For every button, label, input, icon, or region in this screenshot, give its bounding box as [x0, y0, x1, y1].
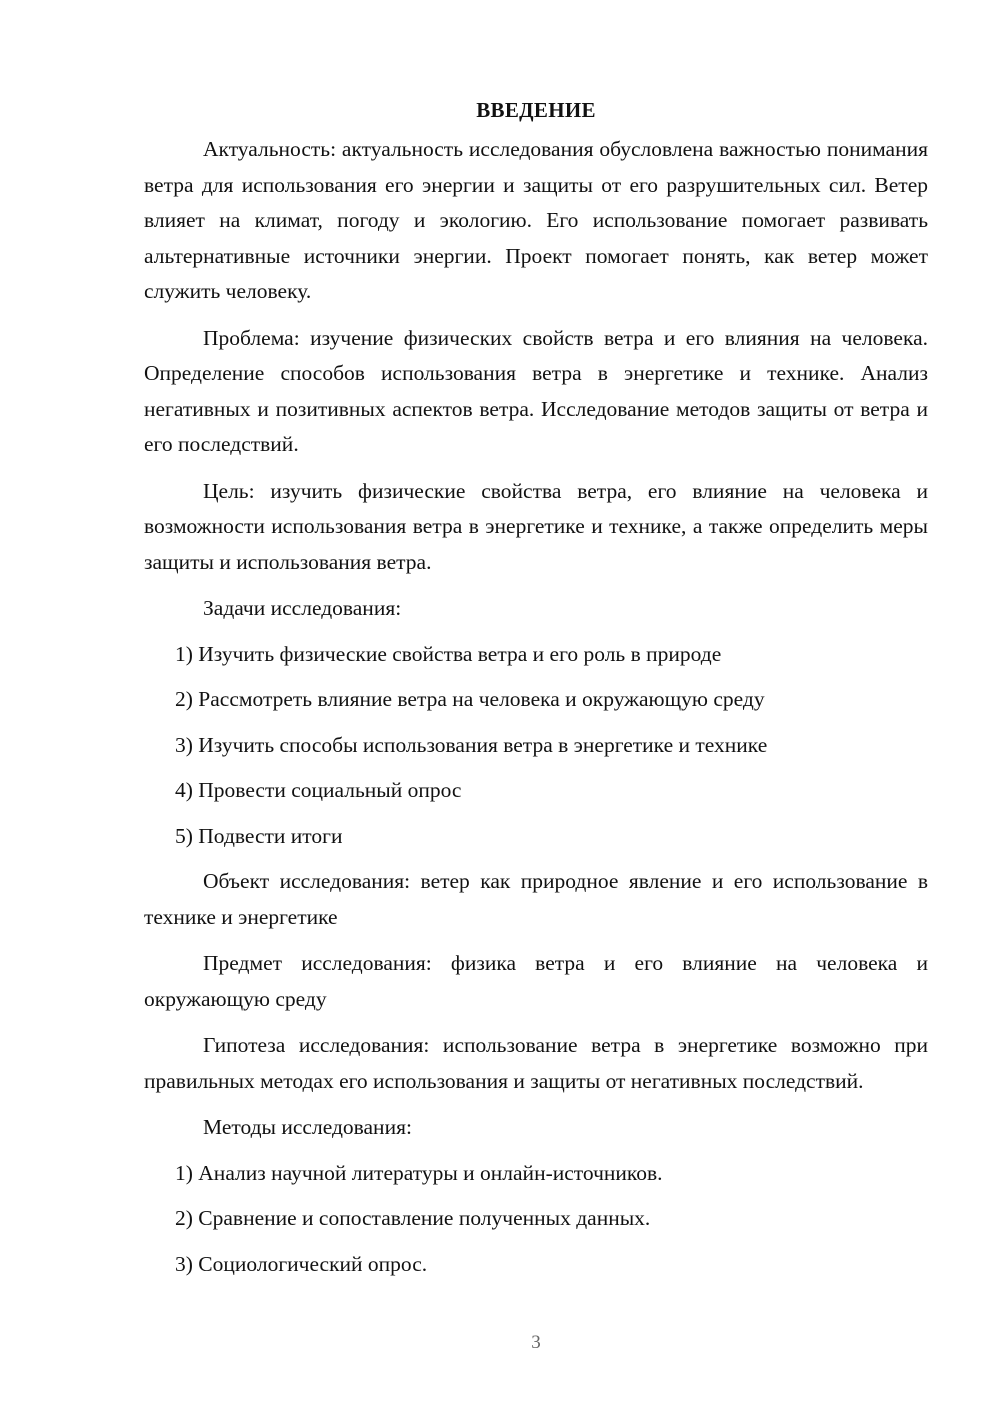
method-item: 3) Социологический опрос.	[175, 1251, 428, 1276]
hypothesis-paragraph: Гипотеза исследования: использование ветра в энергетике возможно при правильных методах его использования и защиты от негативных последствий.	[144, 1033, 928, 1093]
task-item: 1) Изучить физические свойства ветра и его роль в природе	[175, 641, 722, 666]
task-item: 3) Изучить способы использования ветра в энергетике и технике	[175, 732, 768, 757]
task-item: 2) Рассмотреть влияние ветра на человека и окружающую среду	[175, 687, 765, 711]
subject-paragraph: Предмет исследования: физика ветра и его влияние на человека и окружающую среду	[144, 951, 928, 1011]
goal-paragraph: Цель: изучить физические свойства ветра, его влияние на человека и возможности использования ветра в энергетике и технике, а также определить меры защиты и использования ветра.	[144, 478, 928, 574]
object-paragraph: Объект исследования: ветер как природное явление и его использование в технике и энергетике	[144, 869, 928, 929]
page-number: 3	[531, 1332, 541, 1353]
method-item: 1) Анализ научной литературы и онлайн-источников.	[175, 1160, 663, 1185]
task-item: 5) Подвести итоги	[175, 823, 343, 848]
tasks-list	[144, 637, 928, 855]
methods-heading: Методы исследования:	[203, 1115, 412, 1139]
tasks-heading: Задачи исследования:	[203, 596, 402, 620]
relevance-paragraph: Актуальность: актуальность исследования обусловлена важностью понимания ветра для использования его энергии и защиты от его разрушительных сил. Ветер влияет на климат, погоду и экологию. Его использование помогает развивать альтернативные источники энергии. Проект помогает понять, как ветер может служить человеку.	[144, 137, 928, 303]
method-item: 2) Сравнение и сопоставление полученных данных.	[175, 1206, 651, 1230]
section-title: ВВЕДЕНИЕ	[476, 98, 596, 122]
document-page	[144, 92, 928, 1292]
problem-paragraph: Проблема: изучение физических свойств ветра и его влияния на человека. Определение способов использования ветра в энергетике и технике. Анализ негативных и позитивных аспектов ветра. Исследование методов защиты от ветра и его последствий.	[144, 325, 928, 456]
task-item: 4) Провести социальный опрос	[175, 778, 462, 802]
methods-list	[144, 1156, 928, 1283]
